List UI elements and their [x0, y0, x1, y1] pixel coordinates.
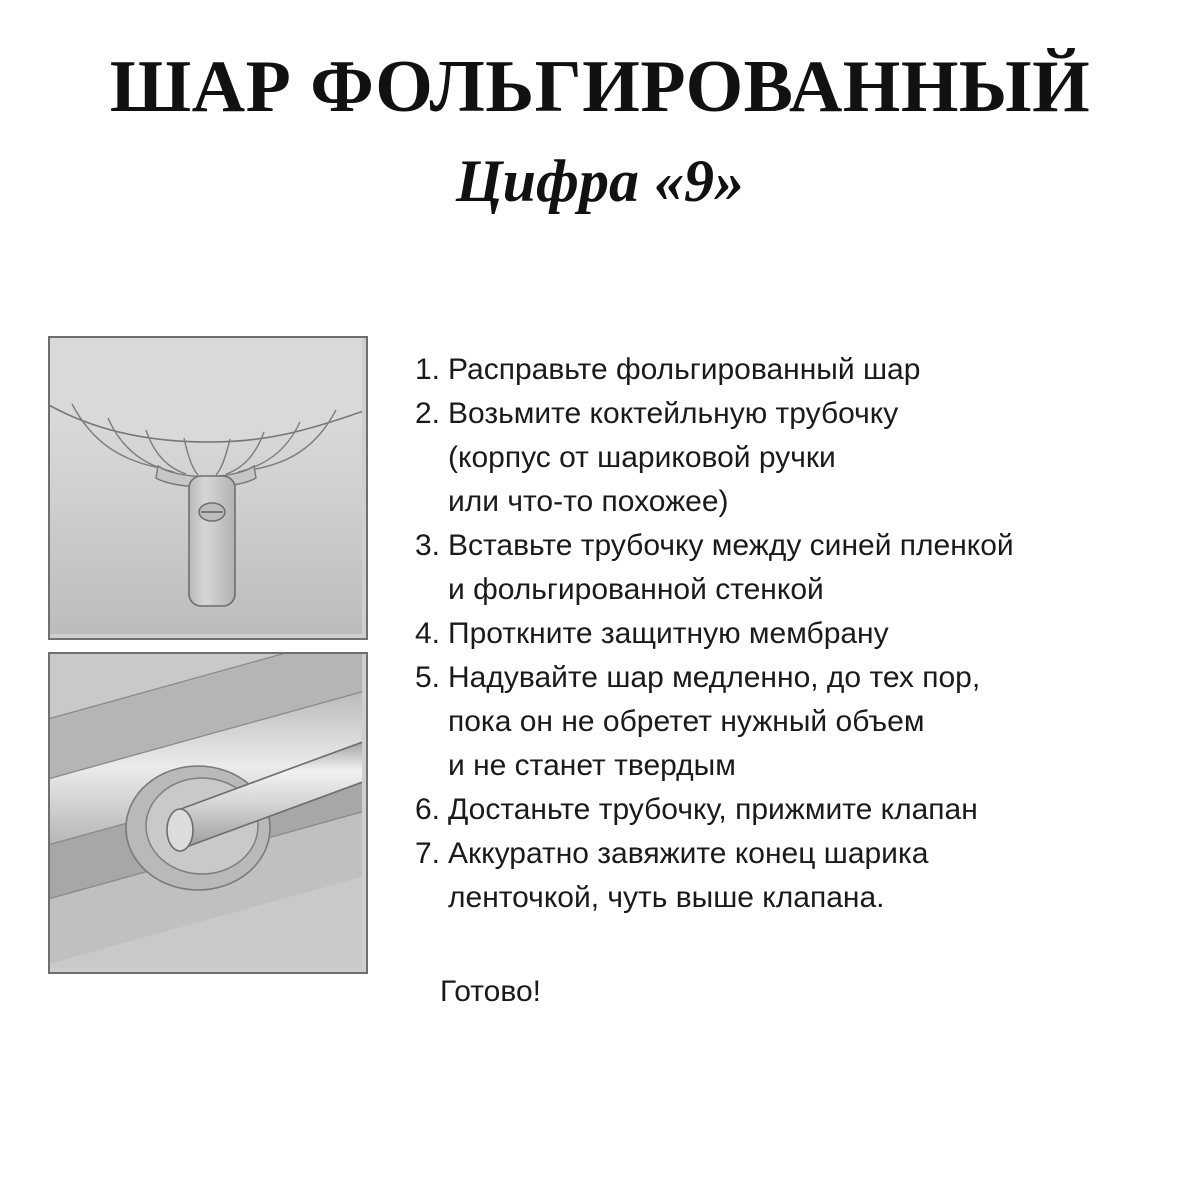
list-item [398, 392, 1158, 524]
instruction-list [398, 348, 1158, 1014]
step-number: 1. [414, 353, 440, 386]
page-title: ШАР ФОЛЬГИРОВАННЫЙ [109, 46, 1091, 128]
step-text [448, 524, 1158, 612]
step-text [448, 348, 1158, 392]
title-block [0, 46, 1200, 216]
step-line: ленточкой, чуть выше клапана. [448, 881, 885, 914]
closing-text: Готово! [440, 975, 541, 1008]
step-text [448, 788, 1158, 832]
step-line: Надувайте шар медленно, до тех пор, [448, 661, 981, 694]
figure-straw-in-valve [48, 652, 368, 974]
step-line: и не станет твердым [448, 749, 736, 782]
step-line: Проткните защитную мембрану [448, 617, 889, 650]
list-item [398, 656, 1158, 788]
straw-insertion-illustration [50, 654, 362, 968]
list-item [398, 524, 1158, 612]
step-text [448, 656, 1158, 788]
step-number: 2. [414, 397, 440, 430]
step-number: 5. [414, 661, 440, 694]
step-number: 3. [414, 529, 440, 562]
figure-balloon-valve-closeup [48, 336, 368, 640]
list-item [398, 612, 1158, 656]
step-line: и фольгированной стенкой [448, 573, 824, 606]
figure-column [48, 336, 366, 974]
step-line: Вставьте трубочку между синей пленкой [448, 529, 1014, 562]
step-line: или что-то похожее) [448, 485, 729, 518]
list-item [398, 348, 1158, 392]
balloon-valve-illustration [50, 338, 362, 634]
step-line: Достаньте трубочку, прижмите клапан [448, 793, 978, 826]
step-line: Аккуратно завяжите конец шарика [448, 837, 929, 870]
step-line: Расправьте фольгированный шар [448, 353, 921, 386]
step-text [448, 612, 1158, 656]
list-item [398, 832, 1158, 920]
step-text [448, 832, 1158, 920]
step-number: 6. [414, 793, 440, 826]
step-line: пока он не обретет нужный объем [448, 705, 925, 738]
page-subtitle: Цифра «9» [456, 148, 744, 214]
step-number: 4. [414, 617, 440, 650]
step-number: 7. [414, 837, 440, 870]
list-item [398, 788, 1158, 832]
step-text [448, 392, 1158, 524]
step-line: Возьмите коктейльную трубочку [448, 397, 899, 430]
step-line: (корпус от шариковой ручки [448, 441, 836, 474]
